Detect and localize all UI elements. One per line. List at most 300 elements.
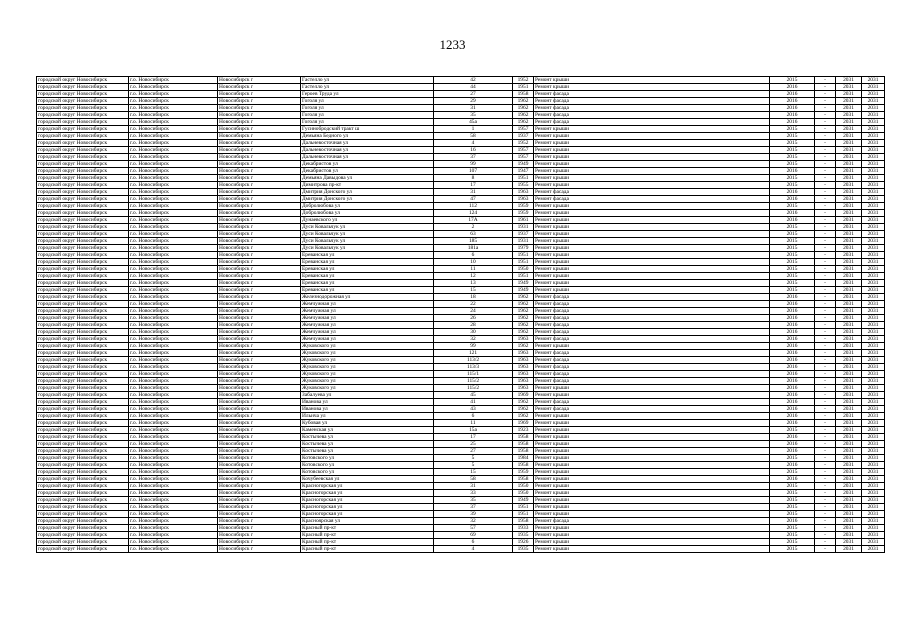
build-year-cell: 1950 xyxy=(513,483,534,490)
final-year-cell: 2031 xyxy=(862,546,885,553)
build-year-cell: 1962 xyxy=(513,301,534,308)
locality-cell: Новосибирск г xyxy=(218,91,301,98)
locality-cell: Новосибирск г xyxy=(218,315,301,322)
build-year-cell: 1963 xyxy=(513,350,534,357)
final-year-cell: 2031 xyxy=(862,112,885,119)
municipality-cell: г.о. Новосибирск xyxy=(129,546,218,553)
house-number-cell: 6 xyxy=(434,413,513,420)
table-row xyxy=(37,189,885,196)
end-year-cell: 2031 xyxy=(836,203,862,210)
locality-cell: Новосибирск г xyxy=(218,224,301,231)
table-row xyxy=(37,294,885,301)
work-type-cell: Ремонт крыши xyxy=(534,511,770,518)
house-number-cell: 45а xyxy=(434,119,513,126)
municipality-cell: г.о. Новосибирск xyxy=(129,189,218,196)
dash-cell: - xyxy=(815,469,836,476)
build-year-cell: 1957 xyxy=(513,126,534,133)
work-type-cell: Ремонт крыши xyxy=(534,266,770,273)
dash-cell: - xyxy=(815,413,836,420)
final-year-cell: 2031 xyxy=(862,392,885,399)
work-type-cell: Ремонт фасада xyxy=(534,378,770,385)
dash-cell: - xyxy=(815,140,836,147)
work-type-cell: Ремонт крыши xyxy=(534,504,770,511)
municipality-cell: г.о. Новосибирск xyxy=(129,539,218,546)
house-number-cell: 5 xyxy=(434,455,513,462)
house-number-cell: 113/2 xyxy=(434,357,513,364)
municipality-cell: г.о. Новосибирск xyxy=(129,336,218,343)
build-year-cell: 1949 xyxy=(513,497,534,504)
final-year-cell: 2031 xyxy=(862,406,885,413)
final-year-cell: 2031 xyxy=(862,245,885,252)
start-year-cell: 2015 xyxy=(770,231,815,238)
build-year-cell: 1962 xyxy=(513,105,534,112)
start-year-cell: 2016 xyxy=(770,371,815,378)
end-year-cell: 2031 xyxy=(836,357,862,364)
municipality-cell: г.о. Новосибирск xyxy=(129,245,218,252)
end-year-cell: 2031 xyxy=(836,175,862,182)
street-cell: Красногорская ул xyxy=(301,504,434,511)
build-year-cell: 1951 xyxy=(513,84,534,91)
municipality-cell: г.о. Новосибирск xyxy=(129,224,218,231)
final-year-cell: 2031 xyxy=(862,98,885,105)
end-year-cell: 2031 xyxy=(836,217,862,224)
district-cell: городской округ Новосибирск xyxy=(37,287,129,294)
end-year-cell: 2031 xyxy=(836,168,862,175)
table-row xyxy=(37,147,885,154)
build-year-cell: 1959 xyxy=(513,203,534,210)
house-number-cell: 11 xyxy=(434,420,513,427)
table-row xyxy=(37,455,885,462)
build-year-cell: 1962 xyxy=(513,294,534,301)
house-number-cell: 185 xyxy=(434,238,513,245)
house-number-cell: 39 xyxy=(434,511,513,518)
start-year-cell: 2016 xyxy=(770,329,815,336)
district-cell: городской округ Новосибирск xyxy=(37,546,129,553)
final-year-cell: 2031 xyxy=(862,175,885,182)
build-year-cell: 1962 xyxy=(513,329,534,336)
table-row xyxy=(37,203,885,210)
house-number-cell: 22 xyxy=(434,301,513,308)
repair-schedule-table xyxy=(36,76,885,553)
start-year-cell: 2016 xyxy=(770,196,815,203)
build-year-cell: 1951 xyxy=(513,273,534,280)
build-year-cell: 1969 xyxy=(513,420,534,427)
dash-cell: - xyxy=(815,196,836,203)
municipality-cell: г.о. Новосибирск xyxy=(129,532,218,539)
build-year-cell: 1962 xyxy=(513,343,534,350)
house-number-cell: 31 xyxy=(434,105,513,112)
municipality-cell: г.о. Новосибирск xyxy=(129,126,218,133)
locality-cell: Новосибирск г xyxy=(218,441,301,448)
municipality-cell: г.о. Новосибирск xyxy=(129,399,218,406)
street-cell: Забалуева ул xyxy=(301,392,434,399)
district-cell: городской округ Новосибирск xyxy=(37,91,129,98)
table-row xyxy=(37,154,885,161)
work-type-cell: Ремонт крыши xyxy=(534,532,770,539)
dash-cell: - xyxy=(815,385,836,392)
work-type-cell: Ремонт крыши xyxy=(534,133,770,140)
build-year-cell: 1949 xyxy=(513,161,534,168)
final-year-cell: 2031 xyxy=(862,476,885,483)
table-row xyxy=(37,497,885,504)
house-number-cell: 17 xyxy=(434,434,513,441)
start-year-cell: 2016 xyxy=(770,189,815,196)
district-cell: городской округ Новосибирск xyxy=(37,126,129,133)
end-year-cell: 2031 xyxy=(836,315,862,322)
table-row xyxy=(37,259,885,266)
house-number-cell: 107 xyxy=(434,168,513,175)
municipality-cell: г.о. Новосибирск xyxy=(129,455,218,462)
house-number-cell: 115/1 xyxy=(434,371,513,378)
start-year-cell: 2016 xyxy=(770,105,815,112)
street-cell: Красный пр-кт xyxy=(301,532,434,539)
table-row xyxy=(37,98,885,105)
house-number-cell: 27 xyxy=(434,448,513,455)
dash-cell: - xyxy=(815,84,836,91)
start-year-cell: 2015 xyxy=(770,245,815,252)
table-row xyxy=(37,364,885,371)
dash-cell: - xyxy=(815,448,836,455)
final-year-cell: 2031 xyxy=(862,154,885,161)
start-year-cell: 2016 xyxy=(770,441,815,448)
start-year-cell: 2015 xyxy=(770,469,815,476)
municipality-cell: г.о. Новосибирск xyxy=(129,84,218,91)
start-year-cell: 2016 xyxy=(770,476,815,483)
work-type-cell: Ремонт фасада xyxy=(534,364,770,371)
locality-cell: Новосибирск г xyxy=(218,154,301,161)
house-number-cell: 6 xyxy=(434,539,513,546)
house-number-cell: 17А xyxy=(434,217,513,224)
table-row xyxy=(37,343,885,350)
dash-cell: - xyxy=(815,266,836,273)
end-year-cell: 2031 xyxy=(836,119,862,126)
municipality-cell: г.о. Новосибирск xyxy=(129,91,218,98)
start-year-cell: 2015 xyxy=(770,77,815,84)
work-type-cell: Ремонт крыши xyxy=(534,224,770,231)
final-year-cell: 2031 xyxy=(862,511,885,518)
work-type-cell: Ремонт крыши xyxy=(534,182,770,189)
locality-cell: Новосибирск г xyxy=(218,308,301,315)
house-number-cell: 12 xyxy=(434,273,513,280)
locality-cell: Новосибирск г xyxy=(218,182,301,189)
table-row xyxy=(37,504,885,511)
work-type-cell: Ремонт фасада xyxy=(534,294,770,301)
final-year-cell: 2031 xyxy=(862,252,885,259)
locality-cell: Новосибирск г xyxy=(218,392,301,399)
build-year-cell: 1957 xyxy=(513,147,534,154)
locality-cell: Новосибирск г xyxy=(218,448,301,455)
district-cell: городской округ Новосибирск xyxy=(37,77,129,84)
work-type-cell: Ремонт фасада xyxy=(534,301,770,308)
locality-cell: Новосибирск г xyxy=(218,483,301,490)
locality-cell: Новосибирск г xyxy=(218,147,301,154)
work-type-cell: Ремонт крыши xyxy=(534,434,770,441)
house-number-cell: 8 xyxy=(434,175,513,182)
district-cell: городской округ Новосибирск xyxy=(37,329,129,336)
start-year-cell: 2015 xyxy=(770,504,815,511)
end-year-cell: 2031 xyxy=(836,196,862,203)
end-year-cell: 2031 xyxy=(836,399,862,406)
municipality-cell: г.о. Новосибирск xyxy=(129,343,218,350)
street-cell: Жемчужная ул xyxy=(301,308,434,315)
district-cell: городской округ Новосибирск xyxy=(37,427,129,434)
street-cell: Жемчужная ул xyxy=(301,336,434,343)
start-year-cell: 2016 xyxy=(770,399,815,406)
final-year-cell: 2031 xyxy=(862,434,885,441)
end-year-cell: 2031 xyxy=(836,378,862,385)
start-year-cell: 2015 xyxy=(770,182,815,189)
start-year-cell: 2016 xyxy=(770,392,815,399)
house-number-cell: 28 xyxy=(434,322,513,329)
build-year-cell: 1958 xyxy=(513,434,534,441)
start-year-cell: 2016 xyxy=(770,448,815,455)
district-cell: городской округ Новосибирск xyxy=(37,497,129,504)
municipality-cell: г.о. Новосибирск xyxy=(129,406,218,413)
locality-cell: Новосибирск г xyxy=(218,329,301,336)
end-year-cell: 2031 xyxy=(836,336,862,343)
table-row xyxy=(37,84,885,91)
final-year-cell: 2031 xyxy=(862,273,885,280)
municipality-cell: г.о. Новосибирск xyxy=(129,168,218,175)
street-cell: Ереванская ул xyxy=(301,280,434,287)
house-number-cell: 15 xyxy=(434,287,513,294)
work-type-cell: Ремонт крыши xyxy=(534,273,770,280)
start-year-cell: 2015 xyxy=(770,427,815,434)
locality-cell: Новосибирск г xyxy=(218,525,301,532)
locality-cell: Новосибирск г xyxy=(218,119,301,126)
start-year-cell: 2016 xyxy=(770,413,815,420)
end-year-cell: 2031 xyxy=(836,511,862,518)
work-type-cell: Ремонт крыши xyxy=(534,469,770,476)
municipality-cell: г.о. Новосибирск xyxy=(129,98,218,105)
start-year-cell: 2015 xyxy=(770,455,815,462)
start-year-cell: 2016 xyxy=(770,518,815,525)
final-year-cell: 2031 xyxy=(862,308,885,315)
end-year-cell: 2031 xyxy=(836,252,862,259)
build-year-cell: 1957 xyxy=(513,154,534,161)
table-row xyxy=(37,371,885,378)
house-number-cell: 4 xyxy=(434,546,513,553)
municipality-cell: г.о. Новосибирск xyxy=(129,469,218,476)
locality-cell: Новосибирск г xyxy=(218,196,301,203)
start-year-cell: 2016 xyxy=(770,462,815,469)
build-year-cell: 1963 xyxy=(513,189,534,196)
municipality-cell: г.о. Новосибирск xyxy=(129,217,218,224)
locality-cell: Новосибирск г xyxy=(218,476,301,483)
start-year-cell: 2015 xyxy=(770,175,815,182)
dash-cell: - xyxy=(815,518,836,525)
work-type-cell: Ремонт фасада xyxy=(534,406,770,413)
start-year-cell: 2015 xyxy=(770,224,815,231)
start-year-cell: 2015 xyxy=(770,287,815,294)
table-row xyxy=(37,266,885,273)
locality-cell: Новосибирск г xyxy=(218,406,301,413)
table-row xyxy=(37,350,885,357)
locality-cell: Новосибирск г xyxy=(218,266,301,273)
dash-cell: - xyxy=(815,364,836,371)
district-cell: городской округ Новосибирск xyxy=(37,203,129,210)
municipality-cell: г.о. Новосибирск xyxy=(129,203,218,210)
house-number-cell: 47 xyxy=(434,196,513,203)
locality-cell: Новосибирск г xyxy=(218,322,301,329)
end-year-cell: 2031 xyxy=(836,238,862,245)
street-cell: Иванова ул xyxy=(301,406,434,413)
municipality-cell: г.о. Новосибирск xyxy=(129,238,218,245)
final-year-cell: 2031 xyxy=(862,259,885,266)
street-cell: Котовского ул xyxy=(301,462,434,469)
street-cell: Железнодорожная ул xyxy=(301,294,434,301)
build-year-cell: 1962 xyxy=(513,98,534,105)
district-cell: городской округ Новосибирск xyxy=(37,98,129,105)
work-type-cell: Ремонт крыши xyxy=(534,343,770,350)
build-year-cell: 1950 xyxy=(513,266,534,273)
district-cell: городской округ Новосибирск xyxy=(37,336,129,343)
dash-cell: - xyxy=(815,224,836,231)
build-year-cell: 1961 xyxy=(513,217,534,224)
start-year-cell: 2015 xyxy=(770,252,815,259)
build-year-cell: 1950 xyxy=(513,490,534,497)
table-row xyxy=(37,315,885,322)
end-year-cell: 2031 xyxy=(836,133,862,140)
district-cell: городской округ Новосибирск xyxy=(37,266,129,273)
end-year-cell: 2031 xyxy=(836,490,862,497)
district-cell: городской округ Новосибирск xyxy=(37,84,129,91)
street-cell: Гоголя ул xyxy=(301,119,434,126)
table-row xyxy=(37,140,885,147)
work-type-cell: Ремонт крыши xyxy=(534,392,770,399)
dash-cell: - xyxy=(815,350,836,357)
district-cell: городской округ Новосибирск xyxy=(37,301,129,308)
table-row xyxy=(37,357,885,364)
start-year-cell: 2015 xyxy=(770,161,815,168)
street-cell: Дмитрия Донского ул xyxy=(301,196,434,203)
district-cell: городской округ Новосибирск xyxy=(37,175,129,182)
municipality-cell: г.о. Новосибирск xyxy=(129,231,218,238)
dash-cell: - xyxy=(815,434,836,441)
dash-cell: - xyxy=(815,329,836,336)
end-year-cell: 2031 xyxy=(836,231,862,238)
house-number-cell: 5 xyxy=(434,462,513,469)
municipality-cell: г.о. Новосибирск xyxy=(129,294,218,301)
street-cell: Жуковского ул xyxy=(301,357,434,364)
work-type-cell: Ремонт фасада xyxy=(534,322,770,329)
street-cell: Дальневосточная ул xyxy=(301,147,434,154)
table-row xyxy=(37,105,885,112)
street-cell: Дунаевского ул xyxy=(301,217,434,224)
house-number-cell: 42 xyxy=(434,77,513,84)
municipality-cell: г.о. Новосибирск xyxy=(129,210,218,217)
street-cell: Красногорская ул xyxy=(301,490,434,497)
house-number-cell: 17 xyxy=(434,182,513,189)
end-year-cell: 2031 xyxy=(836,469,862,476)
municipality-cell: г.о. Новосибирск xyxy=(129,427,218,434)
street-cell: Костычева ул xyxy=(301,448,434,455)
build-year-cell: 1962 xyxy=(513,406,534,413)
district-cell: городской округ Новосибирск xyxy=(37,280,129,287)
final-year-cell: 2031 xyxy=(862,378,885,385)
table-row xyxy=(37,77,885,84)
end-year-cell: 2031 xyxy=(836,413,862,420)
locality-cell: Новосибирск г xyxy=(218,413,301,420)
table-row xyxy=(37,280,885,287)
start-year-cell: 2015 xyxy=(770,154,815,161)
dash-cell: - xyxy=(815,126,836,133)
build-year-cell: 1931 xyxy=(513,238,534,245)
final-year-cell: 2031 xyxy=(862,504,885,511)
final-year-cell: 2031 xyxy=(862,217,885,224)
dash-cell: - xyxy=(815,294,836,301)
locality-cell: Новосибирск г xyxy=(218,434,301,441)
dash-cell: - xyxy=(815,231,836,238)
build-year-cell: 1951 xyxy=(513,504,534,511)
end-year-cell: 2031 xyxy=(836,497,862,504)
final-year-cell: 2031 xyxy=(862,203,885,210)
district-cell: городской округ Новосибирск xyxy=(37,413,129,420)
locality-cell: Новосибирск г xyxy=(218,112,301,119)
house-number-cell: 10 xyxy=(434,259,513,266)
district-cell: городской округ Новосибирск xyxy=(37,154,129,161)
district-cell: городской округ Новосибирск xyxy=(37,315,129,322)
end-year-cell: 2031 xyxy=(836,189,862,196)
house-number-cell: 41 xyxy=(434,399,513,406)
dash-cell: - xyxy=(815,161,836,168)
end-year-cell: 2031 xyxy=(836,406,862,413)
end-year-cell: 2031 xyxy=(836,504,862,511)
district-cell: городской округ Новосибирск xyxy=(37,308,129,315)
start-year-cell: 2016 xyxy=(770,119,815,126)
district-cell: городской округ Новосибирск xyxy=(37,357,129,364)
district-cell: городской округ Новосибирск xyxy=(37,168,129,175)
work-type-cell: Ремонт крыши xyxy=(534,168,770,175)
build-year-cell: 1963 xyxy=(513,364,534,371)
end-year-cell: 2031 xyxy=(836,434,862,441)
street-cell: Дальневосточная ул xyxy=(301,154,434,161)
dash-cell: - xyxy=(815,378,836,385)
house-number-cell: 45 xyxy=(434,392,513,399)
work-type-cell: Ремонт фасада xyxy=(534,518,770,525)
work-type-cell: Ремонт фасада xyxy=(534,91,770,98)
start-year-cell: 2016 xyxy=(770,350,815,357)
start-year-cell: 2016 xyxy=(770,385,815,392)
final-year-cell: 2031 xyxy=(862,357,885,364)
municipality-cell: г.о. Новосибирск xyxy=(129,147,218,154)
street-cell: Жемчужная ул xyxy=(301,315,434,322)
start-year-cell: 2015 xyxy=(770,490,815,497)
table-row xyxy=(37,546,885,553)
municipality-cell: г.о. Новосибирск xyxy=(129,287,218,294)
final-year-cell: 2031 xyxy=(862,539,885,546)
municipality-cell: г.о. Новосибирск xyxy=(129,273,218,280)
final-year-cell: 2031 xyxy=(862,441,885,448)
work-type-cell: Ремонт крыши xyxy=(534,154,770,161)
street-cell: Костычева ул xyxy=(301,434,434,441)
end-year-cell: 2031 xyxy=(836,329,862,336)
street-cell: Дуси Ковальчук ул xyxy=(301,238,434,245)
final-year-cell: 2031 xyxy=(862,455,885,462)
locality-cell: Новосибирск г xyxy=(218,455,301,462)
end-year-cell: 2031 xyxy=(836,84,862,91)
locality-cell: Новосибирск г xyxy=(218,462,301,469)
end-year-cell: 2031 xyxy=(836,343,862,350)
work-type-cell: Ремонт крыши xyxy=(534,448,770,455)
municipality-cell: г.о. Новосибирск xyxy=(129,133,218,140)
dash-cell: - xyxy=(815,105,836,112)
build-year-cell: 1933 xyxy=(513,525,534,532)
dash-cell: - xyxy=(815,280,836,287)
work-type-cell: Ремонт фасада xyxy=(534,112,770,119)
start-year-cell: 2016 xyxy=(770,168,815,175)
locality-cell: Новосибирск г xyxy=(218,259,301,266)
